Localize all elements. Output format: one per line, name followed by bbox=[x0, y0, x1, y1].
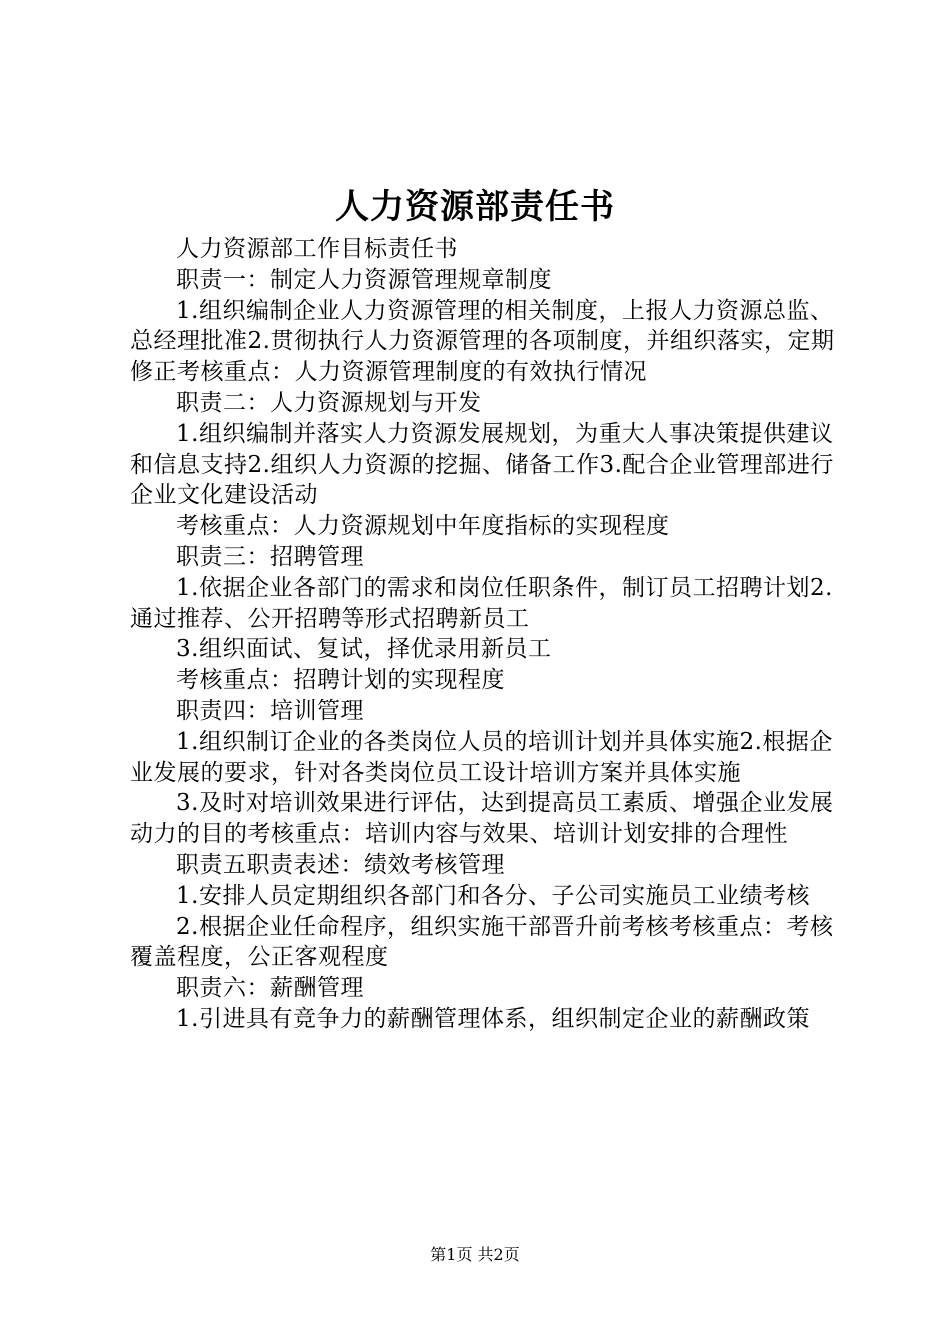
paragraph-duty-1-content: 1.组织编制企业人力资源管理的相关制度，上报人力资源总监、总经理批准2.贯彻执行人力资源管理的各项制度，并组织落实，定期修正考核重点：人力资源管理制度的有效执行情况 bbox=[130, 297, 835, 386]
paragraph-duty-5-heading: 职责五职责表述：绩效考核管理 bbox=[176, 851, 505, 878]
paragraph-duty-1-heading: 职责一：制定人力资源管理规章制度 bbox=[176, 266, 552, 293]
paragraph-subtitle: 人力资源部工作目标责任书 bbox=[176, 236, 458, 262]
paragraph-duty-5-item-2: 2.根据企业任命程序，组织实施干部晋升前考核考核重点：考核覆盖程度，公正客观程度 bbox=[130, 913, 834, 971]
paragraph-duty-6-item-1: 1.引进具有竞争力的薪酬管理体系，组织制定企业的薪酬政策 bbox=[176, 1005, 810, 1032]
paragraph-duty-3-key-point: 考核重点：招聘计划的实现程度 bbox=[176, 667, 505, 694]
paragraph-duty-5-item-1: 1.安排人员定期组织各部门和各分、子公司实施员工业绩考核 bbox=[176, 882, 810, 909]
paragraph-duty-2-heading: 职责二：人力资源规划与开发 bbox=[176, 389, 482, 416]
paragraph-duty-3-heading: 职责三：招聘管理 bbox=[176, 543, 364, 570]
paragraph-duty-4-heading: 职责四：培训管理 bbox=[176, 697, 364, 724]
document-body bbox=[130, 234, 835, 1035]
page-number-footer: 第1页 共2页 bbox=[430, 1245, 520, 1264]
paragraph-duty-2-content: 1.组织编制并落实人力资源发展规划，为重大人事决策提供建议和信息支持2.组织人力资源的挖掘、储备工作3.配合企业管理部进行企业文化建设活动 bbox=[130, 420, 834, 509]
paragraph-duty-2-key-point: 考核重点：人力资源规划中年度指标的实现程度 bbox=[176, 513, 670, 540]
paragraph-duty-6-heading: 职责六：薪酬管理 bbox=[176, 975, 364, 1002]
paragraph-duty-4-item-3: 3.及时对培训效果进行评估，达到提高员工素质、增强企业发展动力的目的考核重点：培训内容与效果、培训计划安排的合理性 bbox=[130, 790, 834, 848]
paragraph-duty-3-item-3: 3.组织面试、复试，择优录用新员工 bbox=[176, 636, 552, 663]
paragraph-duty-4-content: 1.组织制订企业的各类岗位人员的培训计划并具体实施2.根据企业发展的要求，针对各类岗位员工设计培训方案并具体实施 bbox=[130, 728, 833, 786]
document-title: 人力资源部责任书 bbox=[335, 187, 615, 227]
paragraph-duty-3-content: 1.依据企业各部门的需求和岗位任职条件，制订员工招聘计划2.通过推荐、公开招聘等形式招聘新员工 bbox=[130, 574, 833, 632]
